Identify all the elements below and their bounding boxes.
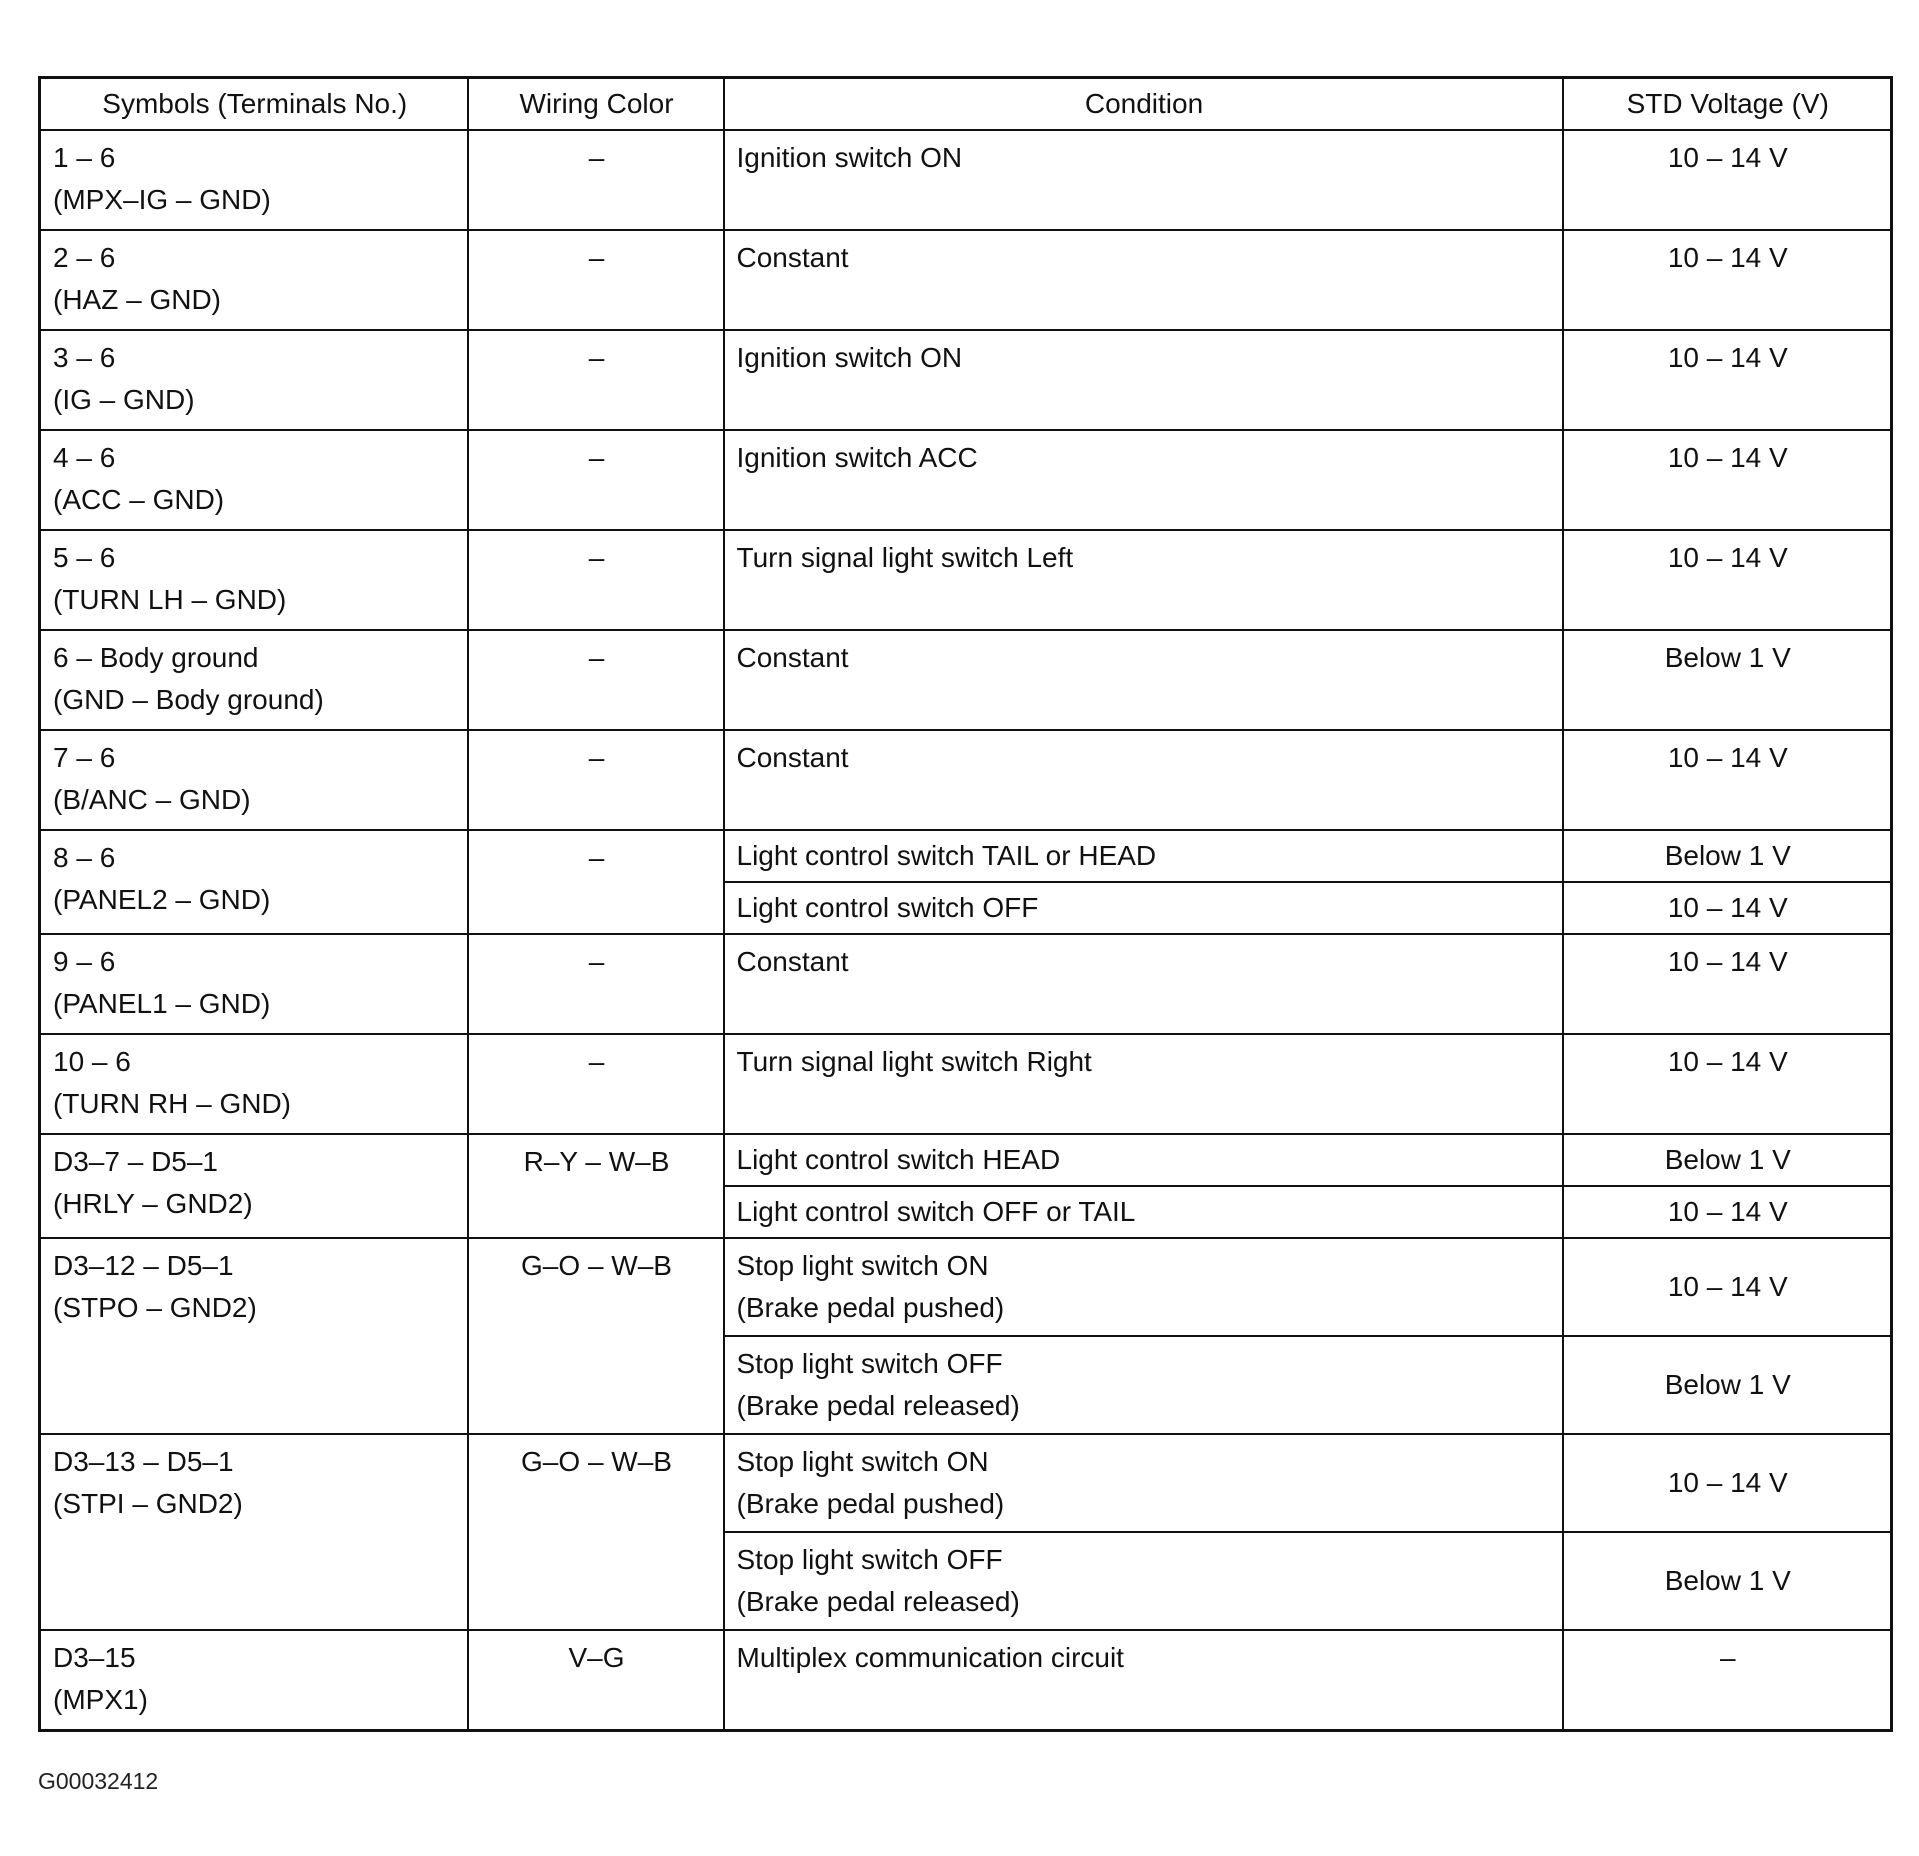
terminal-cell: [40, 1630, 468, 1731]
wiring-color-cell: G–O – W–B: [468, 1434, 724, 1630]
terminal-number: 9 – 6: [53, 946, 116, 977]
condition-cell: [724, 130, 1563, 230]
condition-text: (Brake pedal released): [736, 1390, 1020, 1421]
table-row: [40, 934, 1892, 1034]
header-symbols: Symbols (Terminals No.): [40, 78, 468, 131]
terminal-cell: [40, 530, 468, 630]
wiring-color-cell: –: [468, 934, 724, 1034]
wiring-color-cell: –: [468, 730, 724, 830]
terminal-cell: [40, 1134, 468, 1238]
condition-cell: [724, 934, 1563, 1034]
condition-text: Stop light switch OFF: [736, 1348, 1003, 1379]
condition-text: Light control switch OFF: [736, 892, 1039, 923]
terminal-symbol: (MPX1): [53, 1684, 148, 1715]
table-row: [40, 630, 1892, 730]
terminal-number: 8 – 6: [53, 842, 116, 873]
wiring-color-cell: –: [468, 530, 724, 630]
terminal-number: 10 – 6: [53, 1046, 131, 1077]
condition-text: Stop light switch ON: [736, 1446, 989, 1477]
terminal-cell: [40, 830, 468, 934]
condition-text: (Brake pedal released): [736, 1586, 1020, 1617]
terminal-cell: [40, 130, 468, 230]
table-row: [40, 1434, 1892, 1532]
condition-cell: [724, 630, 1563, 730]
wiring-color-cell: –: [468, 1034, 724, 1134]
condition-text: Ignition switch ON: [736, 342, 963, 373]
table-row: [40, 730, 1892, 830]
std-voltage-cell: 10 – 14 V: [1563, 530, 1892, 630]
condition-text: Light control switch HEAD: [736, 1144, 1061, 1175]
condition-cell: [724, 1434, 1563, 1532]
condition-text: (Brake pedal pushed): [736, 1292, 1005, 1323]
table-row: [40, 1238, 1892, 1336]
terminal-number: D3–7 – D5–1: [53, 1146, 219, 1177]
condition-text: Constant: [736, 242, 849, 273]
terminal-symbol: (HAZ – GND): [53, 284, 221, 315]
condition-cell: [724, 230, 1563, 330]
std-voltage-cell: –: [1563, 1630, 1892, 1731]
std-voltage-cell: 10 – 14 V: [1563, 230, 1892, 330]
terminal-symbol: (MPX–IG – GND): [53, 184, 271, 215]
condition-cell: [724, 530, 1563, 630]
terminal-number: 4 – 6: [53, 442, 116, 473]
header-wiring-color: Wiring Color: [468, 78, 724, 131]
terminal-symbol: (GND – Body ground): [53, 684, 324, 715]
condition-cell: [724, 730, 1563, 830]
std-voltage-cell: Below 1 V: [1563, 1532, 1892, 1630]
std-voltage-cell: 10 – 14 V: [1563, 430, 1892, 530]
condition-text: Ignition switch ACC: [736, 442, 978, 473]
wiring-color-cell: V–G: [468, 1630, 724, 1731]
condition-cell: [724, 1034, 1563, 1134]
terminal-number: 7 – 6: [53, 742, 116, 773]
condition-text: Multiplex communication circuit: [736, 1642, 1124, 1673]
std-voltage-cell: 10 – 14 V: [1563, 1186, 1892, 1238]
table-body: [40, 130, 1892, 1731]
table-row: [40, 530, 1892, 630]
terminal-symbol: (ACC – GND): [53, 484, 225, 515]
terminal-cell: [40, 230, 468, 330]
condition-cell: [724, 430, 1563, 530]
terminal-number: 2 – 6: [53, 242, 116, 273]
condition-cell: [724, 1238, 1563, 1336]
std-voltage-cell: Below 1 V: [1563, 1336, 1892, 1434]
table-header-row: [40, 78, 1892, 131]
terminal-symbol: (STPO – GND2): [53, 1292, 257, 1323]
condition-text: Constant: [736, 946, 849, 977]
condition-text: (Brake pedal pushed): [736, 1488, 1005, 1519]
std-voltage-cell: Below 1 V: [1563, 1134, 1892, 1186]
condition-text: Constant: [736, 642, 849, 673]
terminal-symbol: (B/ANC – GND): [53, 784, 251, 815]
std-voltage-cell: 10 – 14 V: [1563, 882, 1892, 934]
terminal-number: 5 – 6: [53, 542, 116, 573]
header-std-voltage: STD Voltage (V): [1563, 78, 1892, 131]
condition-cell: [724, 882, 1563, 934]
table-row: [40, 230, 1892, 330]
table-row: [40, 830, 1892, 882]
terminal-cell: [40, 630, 468, 730]
terminal-cell: [40, 430, 468, 530]
table-row: [40, 430, 1892, 530]
condition-text: Ignition switch ON: [736, 142, 963, 173]
terminal-number: D3–12 – D5–1: [53, 1250, 234, 1281]
terminal-symbol: (TURN LH – GND): [53, 584, 287, 615]
wiring-color-cell: –: [468, 330, 724, 430]
condition-text: Turn signal light switch Left: [736, 542, 1074, 573]
table-row: [40, 330, 1892, 430]
header-condition: Condition: [724, 78, 1563, 131]
terminal-number: 3 – 6: [53, 342, 116, 373]
terminal-cell: [40, 330, 468, 430]
terminal-symbol: (STPI – GND2): [53, 1488, 243, 1519]
condition-text: Turn signal light switch Right: [736, 1046, 1092, 1077]
table-row: [40, 1034, 1892, 1134]
terminal-cell: [40, 1434, 468, 1630]
terminal-cell: [40, 730, 468, 830]
condition-cell: [724, 830, 1563, 882]
std-voltage-cell: 10 – 14 V: [1563, 1238, 1892, 1336]
terminal-cell: [40, 1238, 468, 1434]
condition-cell: [724, 1532, 1563, 1630]
wiring-color-cell: R–Y – W–B: [468, 1134, 724, 1238]
wiring-color-cell: –: [468, 630, 724, 730]
wiring-color-cell: –: [468, 430, 724, 530]
condition-text: Stop light switch OFF: [736, 1544, 1003, 1575]
voltage-spec-sheet: [38, 76, 1890, 1732]
condition-text: Stop light switch ON: [736, 1250, 989, 1281]
terminal-number: 6 – Body ground: [53, 642, 259, 673]
condition-cell: [724, 330, 1563, 430]
terminal-cell: [40, 1034, 468, 1134]
condition-text: Constant: [736, 742, 849, 773]
wiring-color-cell: G–O – W–B: [468, 1238, 724, 1434]
std-voltage-cell: Below 1 V: [1563, 630, 1892, 730]
table-row: [40, 130, 1892, 230]
terminal-symbol: (HRLY – GND2): [53, 1188, 253, 1219]
condition-text: Light control switch TAIL or HEAD: [736, 840, 1157, 871]
condition-cell: [724, 1186, 1563, 1238]
condition-text: Light control switch OFF or TAIL: [736, 1196, 1136, 1227]
wiring-color-cell: –: [468, 130, 724, 230]
std-voltage-cell: Below 1 V: [1563, 830, 1892, 882]
std-voltage-cell: 10 – 14 V: [1563, 130, 1892, 230]
terminal-symbol: (PANEL2 – GND): [53, 884, 271, 915]
std-voltage-cell: 10 – 14 V: [1563, 1434, 1892, 1532]
terminal-number: 1 – 6: [53, 142, 116, 173]
terminal-symbol: (PANEL1 – GND): [53, 988, 271, 1019]
terminal-symbol: (TURN RH – GND): [53, 1088, 291, 1119]
std-voltage-cell: 10 – 14 V: [1563, 330, 1892, 430]
condition-cell: [724, 1630, 1563, 1731]
terminal-symbol: (IG – GND): [53, 384, 195, 415]
figure-id: G00032412: [38, 1768, 159, 1794]
table-row: [40, 1630, 1892, 1731]
condition-cell: [724, 1336, 1563, 1434]
terminal-number: D3–13 – D5–1: [53, 1446, 234, 1477]
wiring-color-cell: –: [468, 830, 724, 934]
std-voltage-cell: 10 – 14 V: [1563, 730, 1892, 830]
wiring-color-cell: –: [468, 230, 724, 330]
condition-cell: [724, 1134, 1563, 1186]
terminal-cell: [40, 934, 468, 1034]
table-row: [40, 1134, 1892, 1186]
std-voltage-cell: 10 – 14 V: [1563, 934, 1892, 1034]
terminal-voltage-table: [38, 76, 1893, 1732]
terminal-number: D3–15: [53, 1642, 136, 1673]
std-voltage-cell: 10 – 14 V: [1563, 1034, 1892, 1134]
